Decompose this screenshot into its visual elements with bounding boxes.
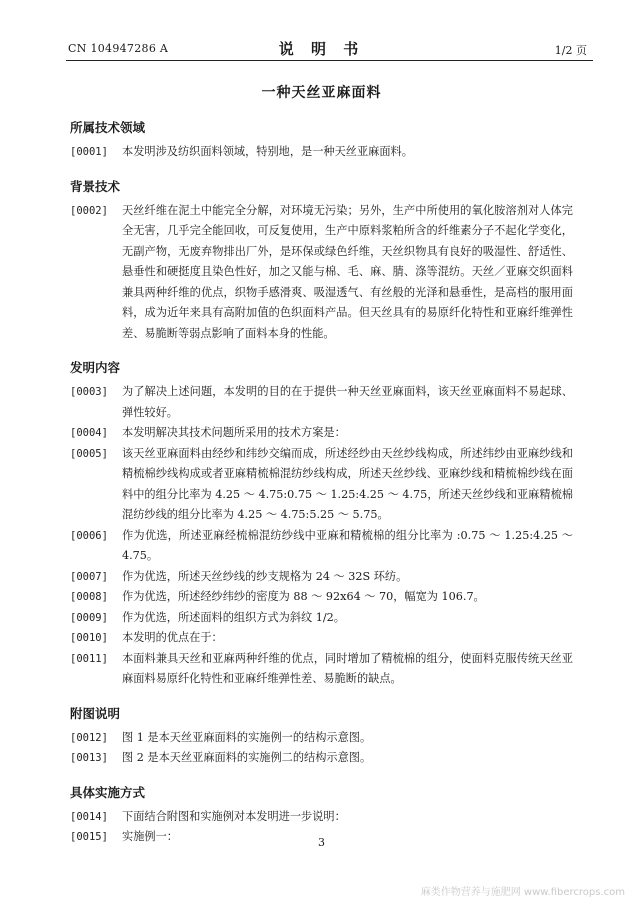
document-body xyxy=(70,118,573,848)
paragraph-text: 图 2 是本天丝亚麻面料的实施例二的结构示意图。 xyxy=(122,751,372,764)
paragraph-text: 本发明的优点在于： xyxy=(122,631,223,644)
paragraph-number: [0002] xyxy=(70,204,108,217)
paragraph xyxy=(70,628,573,649)
page-header xyxy=(50,38,593,60)
paragraph-number: [0005] xyxy=(70,447,108,460)
section xyxy=(70,177,573,345)
page-indicator: 1/2 页 xyxy=(554,44,587,57)
page-number: 3 xyxy=(318,836,325,849)
paragraph-text: 下面结合附图和实施例对本发明进一步说明： xyxy=(122,809,346,823)
paragraph xyxy=(70,201,573,345)
paragraph xyxy=(70,587,573,608)
paragraph xyxy=(70,142,573,163)
publication-number: CN 104947286 A xyxy=(68,42,169,55)
paragraph-text: 为了解决上述问题，本发明的目的在于提供一种天丝亚麻面料，该天丝亚麻面料不易起球、弹性较好。 xyxy=(122,385,573,419)
paragraph xyxy=(70,567,573,588)
paragraph-text: 作为优选，所述面料的组织方式为斜纹 1/2。 xyxy=(122,610,345,624)
paragraph-number: [0003] xyxy=(70,386,108,398)
paragraph xyxy=(70,608,573,629)
section xyxy=(70,704,573,769)
paragraph-number: [0004] xyxy=(70,427,108,439)
section-heading: 具体实施方式 xyxy=(70,784,146,800)
paragraph-number: [0013] xyxy=(70,752,108,764)
paragraph-number: [0014] xyxy=(70,810,108,823)
paragraph-number: [0006] xyxy=(70,529,108,542)
section-heading: 发明内容 xyxy=(70,360,121,375)
paragraph-number: [0015] xyxy=(70,831,108,843)
paragraph-number: [0011] xyxy=(70,652,108,665)
paragraph-number: [0010] xyxy=(70,632,108,644)
paragraph xyxy=(70,423,573,444)
paragraph-text: 图 1 是本天丝亚麻面料的实施例一的结构示意图。 xyxy=(122,730,372,744)
paragraph xyxy=(70,748,573,769)
section-heading: 背景技术 xyxy=(70,178,121,194)
paragraph xyxy=(70,382,573,423)
paragraph xyxy=(70,444,573,526)
section-heading: 附图说明 xyxy=(70,705,121,721)
section-heading: 所属技术领域 xyxy=(70,120,146,135)
document-type-title: 说 明 书 xyxy=(278,40,365,58)
paragraph xyxy=(70,728,573,749)
paragraph-text: 该天丝亚麻面料由经纱和纬纱交编而成，所述经纱由天丝纱线构成，所述纬纱由亚麻纱线和精梳棉纱线构成或者亚麻精梳棉混纺纱线构成，所述天丝纱线、亚麻纱线和精梳棉纱线在面料中的组分比率为 4.25 ～ 4.75:0.75 ～ 1.25:4.25 ～ 4.75，所述天丝纱线和亚麻精梳棉混纺纱线的组分比率为 4.25 ～ 4.75:5.25 ～ 5.75。 xyxy=(122,446,573,521)
invention-title: 一种天丝亚麻面料 xyxy=(261,85,382,101)
paragraph-number: [0001] xyxy=(70,146,108,158)
paragraph xyxy=(70,526,573,567)
paragraph-text: 作为优选，所述经纱纬纱的密度为 88 ～ 92x64 ～ 70，幅宽为 106.7。 xyxy=(122,590,485,603)
paragraph-text: 本面料兼具天丝和亚麻两种纤维的优点，同时增加了精梳棉的组分，使面料克服传统天丝亚麻面料易原纤化特性和亚麻纤维弹性差、易脆断的缺点。 xyxy=(122,651,573,685)
paragraph-text: 天丝纤维在泥土中能完全分解，对环境无污染；另外，生产中所使用的氧化胺溶剂对人体完全无害，几乎完全能回收，可反复使用，生产中原料浆粕所含的纤维素分子不起化学变化，无副产物，无废弃物排出厂外，是环保或绿色纤维，天丝织物具有良好的吸湿性、舒适性、悬垂性和硬挺度且染色性好，加之又能与棉、毛、麻、腈、涤等混纺。天丝／亚麻交织面料兼具两种纤维的优点，织物手感滑爽、吸湿透气、有丝般的光泽和悬垂性，是高档的服用面料，成为近年来具有高附加值的色织面料产品。但天丝具有的易原纤化特性和亚麻纤维弹性差、易脆断等弱点影响了面料本身的性能。 xyxy=(122,203,573,340)
paragraph-text: 作为优选，所述亚麻经梳棉混纺纱线中亚麻和精梳棉的组分比率为 :0.75 ～ 1.25:4.25 ～ 4.75。 xyxy=(122,528,573,562)
paragraph-text: 实施例一： xyxy=(122,830,178,843)
paragraph-number: [0007] xyxy=(70,570,108,583)
site-watermark: 麻类作物营养与施肥网 www.fibercrops.com xyxy=(420,887,625,898)
paragraph-number: [0012] xyxy=(70,731,108,744)
paragraph-text: 本发明解决其技术问题所采用的技术方案是： xyxy=(122,426,346,439)
paragraph xyxy=(70,649,573,690)
paragraph-text: 本发明涉及纺织面料领域，特别地，是一种天丝亚麻面料。 xyxy=(122,145,413,158)
paragraph-number: [0008] xyxy=(70,591,108,603)
paragraph xyxy=(70,807,573,828)
section xyxy=(70,358,573,690)
header-rule xyxy=(66,60,593,61)
section xyxy=(70,118,573,163)
paragraph-text: 作为优选，所述天丝纱线的纱支规格为 24 ～ 32S 环纺。 xyxy=(122,569,408,583)
paragraph-number: [0009] xyxy=(70,611,108,624)
